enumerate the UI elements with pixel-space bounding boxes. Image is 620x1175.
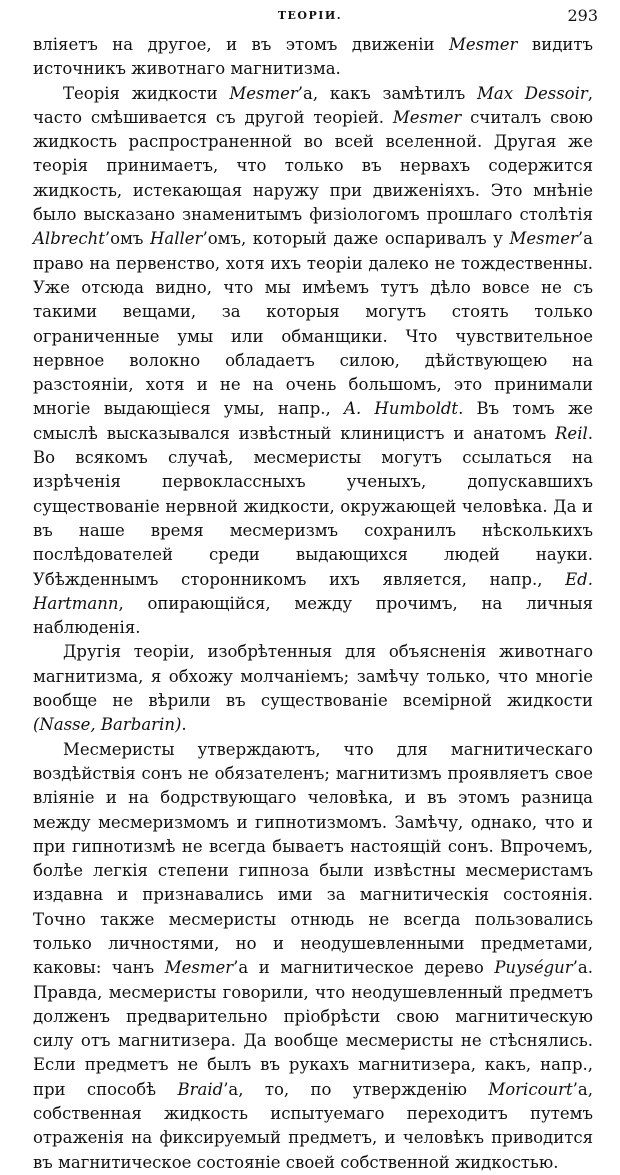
italic-name: Braid — [177, 1079, 224, 1099]
running-head — [0, 6, 620, 26]
text-run: , опирающійся, между прочимъ, на личныя наблюденія. — [33, 593, 593, 638]
italic-name: Puységur — [494, 958, 573, 978]
text-run: . Въ томъ же смыслѣ высказывался извѣстный клиницистъ и анатомъ — [33, 399, 593, 443]
text-run: Теорія жидкости — [63, 83, 230, 103]
text-run: Месмеристы утверждаютъ, что для магнитическаго воздѣйствія сонъ не обязателенъ; магнитизмъ проявляетъ свое вліяніе и на бодрствующаго человѣка, и въ этомъ разница между месмеризмомъ и гипнотизмомъ. Замѣчу, однако, что и при гипнотизмѣ не всегда бываетъ настоящій сонъ. Впрочемъ, болѣе легкія степени гипноза были извѣстны месмеристамъ издавна и признавались ими за магнитическія состоянія. Точно также месмеристы отнюдь не всегда пользовались только личностями, но и неодушевленными предметами, каковы: чанъ — [33, 739, 593, 978]
italic-name: Albrecht — [33, 229, 105, 249]
italic-name: Mesmer — [449, 35, 518, 54]
paragraph-1 — [33, 33, 593, 82]
page-number: 293 — [567, 6, 598, 25]
text-run: считалъ свою жидкость распространенной во всей вселенной. Другая же теорія принимаетъ, что только въ нервахъ содержится жидкость, истекающая наружу при движеніяхъ. Это мнѣніе было высказано знаменитымъ физіологомъ прошлаго столѣтія — [33, 107, 593, 225]
italic-name: A. Humboldt — [344, 399, 459, 419]
italic-name: Ed. Hartmann — [33, 569, 593, 613]
text-run: ’а. Правда, месмеристы говорили, что неодушевленный предметъ долженъ предварительно пріобрѣсти свою магнитическую силу отъ магнитизера. Да вообще месмеристы не стѣснялись. Если предметъ не былъ въ рукахъ магнитизера, какъ, напр., при способѣ — [33, 958, 593, 1099]
italic-name: Haller — [150, 229, 203, 249]
text-run: ’а, собственная жидкость испытуемаго переходитъ путемъ отраженія на фиксируемый предметъ, и человѣкъ приводится въ магнитическое состояніе своей собственной жидкостью. — [33, 1079, 593, 1172]
text-run: ’а, то, по утвержденію — [223, 1079, 489, 1099]
italic-name: Max Dessoir — [476, 83, 588, 103]
running-title: ТЕОРІИ. — [277, 9, 343, 22]
text-run: . Во всякомъ случаѣ, месмеристы могутъ ссылаться на изрѣченія первоклассныхъ ученыхъ, допускавшихъ существованіе нервной жидкости, окружающей человѣка. Да и въ наше время месмеризмъ сохранилъ нѣсколькихъ послѣдователей среди выдающихся людей науки. Убѣжденнымъ сторонникомъ ихъ является, напр., — [33, 423, 593, 589]
text-run: ’омъ — [104, 229, 151, 249]
text-run: ’а право на первенство, хотя ихъ теоріи далеко не тождественны. Уже отсюда видно, что мы имѣемъ тутъ дѣло вовсе не съ такими вещами, за которыя могутъ стоять только ограниченные умы или обманщики. Что чувствительное нервное волокно обладаетъ силою, дѣйствующею на разстояніи, хотя и не на очень большомъ, это принимали многіе выдающіеся умы, напр., — [33, 229, 593, 419]
text-run: Другія теоріи, изобрѣтенныя для объясненія животнаго магнитизма, я обхожу молчаніемъ; замѣчу только, что многіе вообще не вѣрили въ существованіе всемірной жидкости — [33, 642, 593, 711]
italic-name: (Nasse, Barbarin) — [33, 715, 182, 735]
text-run: ’омъ, который даже оспаривалъ у — [202, 229, 510, 249]
body-text — [33, 33, 593, 1175]
italic-name: Mesmer — [164, 958, 234, 978]
italic-name: Moricourt — [488, 1079, 573, 1099]
text-run: , часто смѣшивается съ другой теоріей. — [33, 83, 594, 127]
italic-name: Mesmer — [509, 229, 578, 249]
text-run: . — [181, 715, 187, 735]
paragraph-3 — [33, 640, 593, 737]
text-run: вліяетъ на другое, и въ этомъ движеніи — [33, 35, 450, 54]
text-run: ’а и магнитическое дерево — [233, 958, 495, 978]
paragraph-2 — [33, 82, 593, 641]
italic-name: Mesmer — [392, 107, 462, 127]
text-run: ’а, какъ замѣтилъ — [297, 83, 477, 103]
italic-name: Reil — [555, 423, 588, 443]
paragraph-4 — [33, 738, 593, 1175]
italic-name: Mesmer — [229, 83, 298, 103]
text-run: видитъ источникъ животнаго магнитизма. — [33, 35, 593, 79]
